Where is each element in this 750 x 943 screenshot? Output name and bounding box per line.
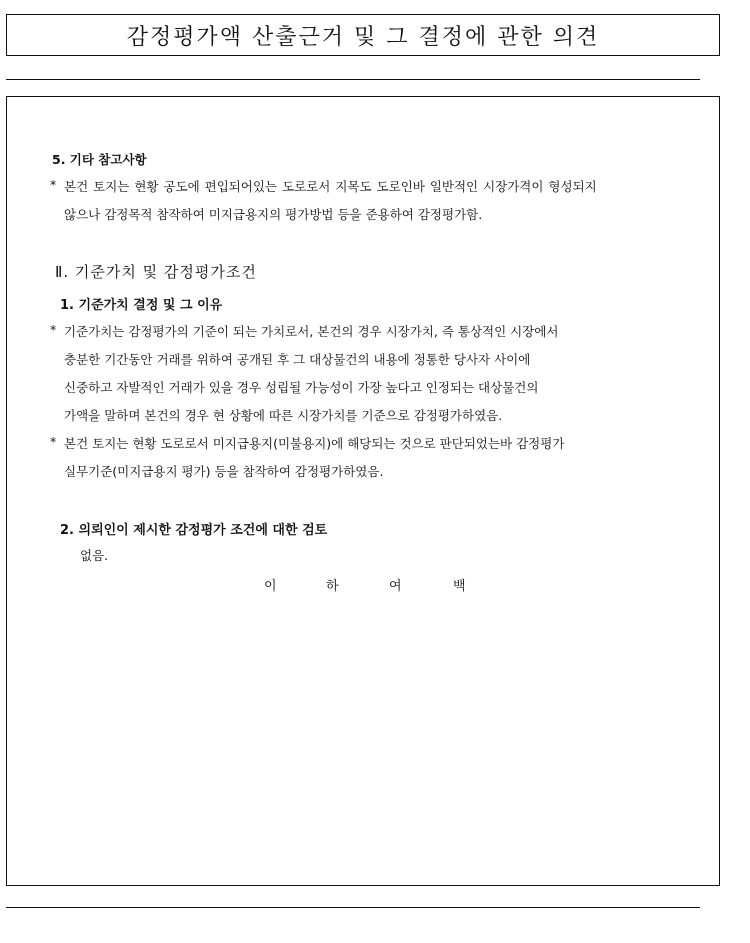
section-5-heading: 5. 기타 참고사항 — [52, 152, 147, 167]
document-title: 감정평가액 산출근거 및 그 결정에 관한 의견 — [126, 24, 600, 50]
blank-mark-char-4: 백 — [453, 579, 466, 594]
blank-mark-char-2: 하 — [326, 579, 339, 594]
divider-bottom — [6, 907, 700, 908]
subsection-1-para-2-line-2: 실무기준(미지급용지 평가) 등을 참작하여 감정평가하였음. — [64, 464, 384, 479]
subsection-1-para-2-line-1: 본건 토지는 현황 도로로서 미지급용지(미불용지)에 해당되는 것으로 판단되었는바 감정평가 — [64, 436, 565, 451]
subsection-1-bullet-1: * — [50, 322, 57, 337]
blank-mark-char-3: 여 — [389, 579, 402, 594]
subsection-1-heading: 1. 기준가치 결정 및 그 이유 — [60, 298, 223, 313]
section-5-line-2: 않으나 감정목적 참작하여 미지급용지의 평가방법 등을 준용하여 감정평가함. — [64, 207, 483, 222]
section-ii-heading: Ⅱ. 기준가치 및 감정평가조건 — [55, 263, 257, 281]
section-5-line-1: 본건 토지는 현황 공도에 편입되어있는 도로로서 지목도 도로인바 일반적인 시장가격이 형성되지 — [64, 179, 597, 194]
subsection-1-para-1-line-1: 기준가치는 감정평가의 기준이 되는 가치로서, 본건의 경우 시장가치, 즉 통상적인 시장에서 — [64, 324, 559, 339]
subsection-1-para-1-line-3: 신중하고 자발적인 거래가 있을 경우 성립될 가능성이 가장 높다고 인정되는 대상물건의 — [64, 380, 539, 395]
subsection-1-para-1-line-2: 충분한 기간동안 거래를 위하여 공개된 후 그 대상물건의 내용에 정통한 당사자 사이에 — [64, 352, 531, 367]
section-5-bullet: * — [50, 177, 57, 192]
document-title-box — [6, 14, 720, 56]
blank-mark-char-1: 이 — [264, 579, 277, 594]
subsection-2-body: 없음. — [80, 548, 109, 563]
subsection-1-bullet-2: * — [50, 434, 57, 449]
subsection-2-heading: 2. 의뢰인이 제시한 감정평가 조건에 대한 검토 — [60, 523, 328, 538]
divider-top — [6, 79, 700, 80]
subsection-1-para-1-line-4: 가액을 말하며 본건의 경우 현 상황에 따른 시장가치를 기준으로 감정평가하였음. — [64, 408, 503, 423]
